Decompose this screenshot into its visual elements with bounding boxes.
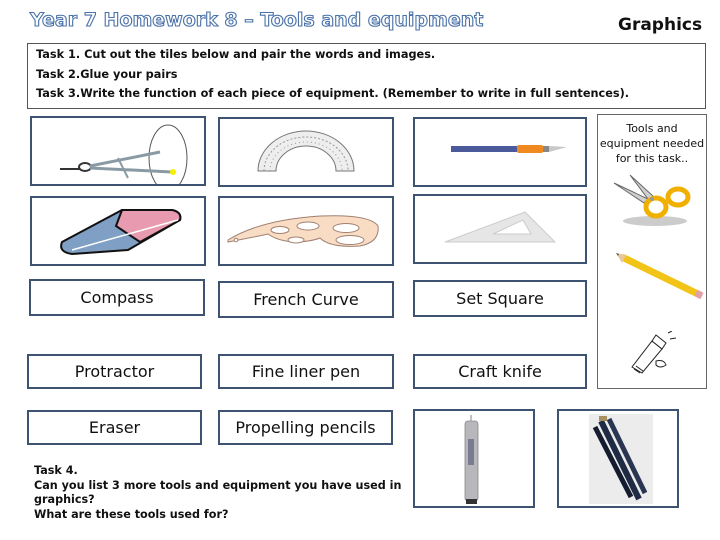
scissors-icon <box>610 173 696 229</box>
protractor-icon <box>220 119 392 185</box>
instruction-task-3: Task 3.Write the function of each piece of equipment. (Remember to write in full sentences). <box>36 87 630 100</box>
word-tile-compass <box>29 279 205 316</box>
word-tile-craft-knife <box>413 354 587 389</box>
eraser-icon <box>32 198 204 264</box>
compass-drawing-icon <box>32 118 204 184</box>
word-tile-label: Set Square <box>456 289 544 308</box>
page-title: Year 7 Homework 8 – Tools and equipment <box>30 9 484 31</box>
word-tile-eraser <box>27 410 202 445</box>
subject-label: Graphics <box>618 15 703 35</box>
set-square-icon <box>415 196 585 262</box>
instruction-task-2: Task 2.Glue your pairs <box>36 67 178 81</box>
task-4-question-line-1: Can you list 3 more tools and equipment you have used in <box>34 478 402 492</box>
image-tile-protractor <box>218 117 394 187</box>
word-tile-protractor <box>27 354 202 389</box>
task-4-title: Task 4. <box>34 464 78 477</box>
instructions-box <box>27 43 706 109</box>
image-tile-compass <box>30 116 206 186</box>
instruction-task-1: Task 1. Cut out the tiles below and pair the words and images. <box>36 48 436 61</box>
pencil-icon <box>616 251 706 301</box>
glue-stick-icon <box>628 331 684 377</box>
tools-needed-panel <box>597 114 707 389</box>
word-tile-label: Compass <box>80 288 154 307</box>
word-tile-french-curve <box>218 281 394 318</box>
image-tile-craft-knife <box>413 117 587 187</box>
image-tile-set-square <box>413 194 587 264</box>
task-4-question-line-3: What are these tools used for? <box>34 507 229 521</box>
word-tile-set-square <box>413 280 587 317</box>
word-tile-label: Eraser <box>88 418 141 437</box>
word-tile-fine-liner-pen <box>218 354 394 389</box>
word-tile-propelling-pencils <box>218 410 393 445</box>
propelling-pencils-icon <box>559 411 677 506</box>
fine-liner-pen-icon <box>415 411 533 506</box>
word-tile-label: Craft knife <box>458 362 542 381</box>
tools-needed-heading: Tools and equipment needed for this task.. <box>599 122 705 165</box>
craft-knife-icon <box>415 119 585 185</box>
word-tile-label: Propelling pencils <box>235 418 376 437</box>
french-curve-icon <box>220 198 392 264</box>
image-tile-fine-liner-pen <box>413 409 535 508</box>
word-tile-label: Protractor <box>74 362 155 381</box>
task-4-block <box>34 464 401 522</box>
word-tile-label: French Curve <box>253 290 359 309</box>
task-4-question-line-2: graphics? <box>34 493 95 506</box>
word-tile-label: Fine liner pen <box>251 362 361 381</box>
image-tile-propelling-pencils <box>557 409 679 508</box>
image-tile-eraser <box>30 196 206 266</box>
image-tile-french-curve <box>218 196 394 266</box>
